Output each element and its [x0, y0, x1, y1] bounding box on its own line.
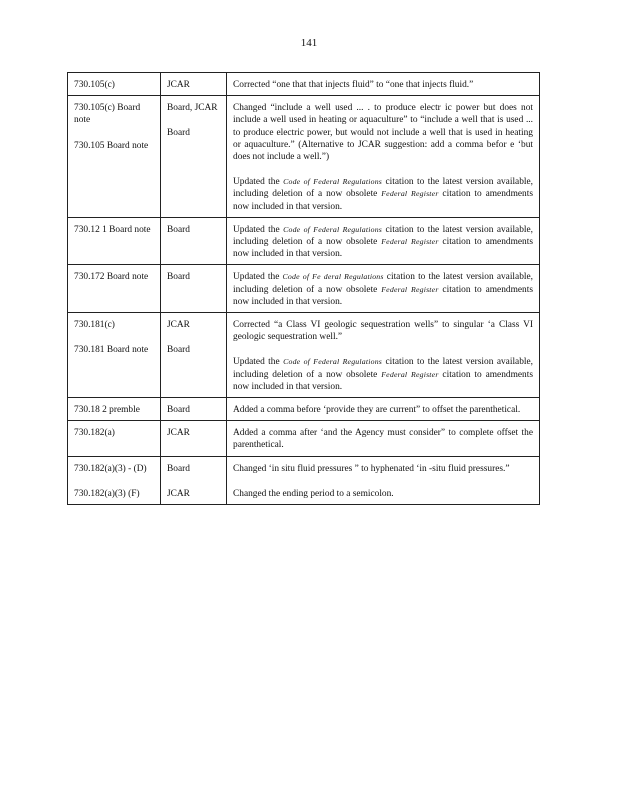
change-source: Board: [167, 463, 190, 474]
description-text: citation to the latest version available, including deletion of a now obsolete: [233, 357, 534, 380]
description-cell: [227, 313, 540, 398]
description-cell: [227, 398, 540, 421]
citation-title: Federal Register: [381, 369, 439, 379]
table-row: [68, 398, 540, 421]
change-source: Board: [167, 345, 190, 356]
citation-title: Federal Register: [381, 284, 439, 294]
description-text: citation to amendments now included in that version.: [233, 237, 533, 260]
change-description: [233, 102, 533, 163]
change-description: [233, 79, 533, 91]
description-text: citation to amendments now included in that version.: [233, 369, 533, 392]
change-description: [233, 488, 533, 500]
change-source: JCAR: [167, 80, 190, 90]
section-reference: 730.105(c): [74, 80, 115, 90]
change-description: [233, 427, 533, 451]
citation-title: Code of Fe deral Regulations: [282, 272, 384, 282]
source-cell: [161, 398, 227, 421]
section-cell: [68, 96, 161, 218]
source-cell: [161, 456, 227, 504]
source-cell: [161, 313, 227, 398]
change-description: [233, 271, 533, 308]
section-cell: [68, 456, 161, 504]
table-row: [68, 73, 540, 96]
section-cell: [68, 217, 161, 265]
description-text: Corrected “a Class VI geologic sequestration wells” to singular ‘a Class VI geologic sequestration well.”: [233, 320, 533, 343]
change-description: [233, 356, 533, 393]
citation-title: Code of Federal Regulations: [283, 224, 383, 234]
description-text: citation to the latest version available, including deletion of a now obsolete: [233, 224, 534, 248]
change-source: JCAR: [167, 428, 190, 439]
description-text: Corrected “one that that injects fluid” to “one that injects fluid.”: [233, 80, 474, 90]
section-reference: 730.172 Board note: [74, 272, 149, 283]
description-text: citation to amendments now included in that version.: [233, 284, 533, 307]
source-cell: [161, 421, 227, 456]
change-source: JCAR: [167, 320, 190, 331]
citation-title: Code of Federal Regulations: [283, 357, 383, 367]
description-text: Updated the: [233, 224, 284, 235]
table-row: [68, 265, 540, 313]
description-text: Added a comma before ‘provide they are current” to offset the parenthetical.: [233, 405, 521, 416]
description-text: Changed “include a well used ... . to produce electr ic power but does not include a well used in heating or aquaculture” to “include a well that is used ... to produce electric power, but would not include a well that is used in heating or aquaculture.” (Alternative to JCAR suggestion: add a comma befor e ‘but does not include a well.”): [233, 103, 533, 163]
table-row: [68, 217, 540, 265]
section-cell: [68, 265, 161, 313]
description-cell: [227, 96, 540, 218]
description-text: Updated the: [233, 177, 284, 188]
description-text: citation to amendments now included in that version.: [233, 189, 533, 212]
table-body: [68, 73, 540, 505]
change-description: [233, 404, 533, 416]
change-source: JCAR: [167, 488, 190, 499]
section-reference: 730.181(c): [74, 320, 115, 331]
section-cell: [68, 313, 161, 398]
section-cell: [68, 421, 161, 456]
table-row: [68, 421, 540, 456]
description-cell: [227, 421, 540, 456]
source-cell: [161, 265, 227, 313]
change-description: [233, 463, 533, 475]
section-reference: 730.182(a): [74, 428, 115, 439]
change-source: Board, JCAR: [167, 103, 218, 114]
change-source: Board: [167, 224, 190, 235]
source-cell: [161, 217, 227, 265]
change-source: Board: [167, 405, 190, 416]
change-source: Board: [167, 128, 190, 139]
description-text: Added a comma after ‘and the Agency must consider” to complete offset the parenthetical.: [233, 428, 533, 451]
description-text: Updated the: [233, 357, 284, 368]
citation-title: Federal Register: [381, 237, 439, 247]
rulemaking-changes-table: [67, 72, 540, 505]
description-text: Changed the ending period to a semicolon.: [233, 488, 394, 499]
section-reference: 730.12 1 Board note: [74, 224, 151, 235]
change-source: Board: [167, 272, 190, 283]
citation-title: Code of Federal Regulations: [283, 177, 383, 187]
section-reference: 730.105(c) Board note: [74, 103, 141, 126]
section-reference: 730.105 Board note: [74, 140, 149, 151]
section-reference: 730.182(a)(3) - (D): [74, 463, 147, 474]
citation-title: Federal Register: [381, 189, 439, 199]
description-text: Changed ‘in situ fluid pressures ” to hyphenated ‘in -situ fluid pressures.”: [233, 463, 510, 474]
section-cell: [68, 398, 161, 421]
description-text: citation to the latest version available, including deletion of a now obsolete: [233, 177, 534, 200]
change-description: [233, 224, 533, 261]
table-row: [68, 96, 540, 218]
section-reference: 730.182(a)(3) (F): [74, 488, 140, 499]
description-text: citation to the latest version available, including deletion of a now obsolete: [233, 272, 533, 295]
table-row: [68, 313, 540, 398]
section-cell: [68, 73, 161, 96]
description-cell: [227, 73, 540, 96]
description-cell: [227, 265, 540, 313]
source-cell: [161, 73, 227, 96]
change-description: [233, 319, 533, 343]
page-number: 141: [300, 37, 318, 49]
source-cell: [161, 96, 227, 218]
description-cell: [227, 217, 540, 265]
table-row: [68, 456, 540, 504]
description-cell: [227, 456, 540, 504]
section-reference: 730.18 2 premble: [74, 405, 140, 416]
section-reference: 730.181 Board note: [74, 345, 149, 356]
description-text: Updated the: [233, 272, 283, 283]
change-description: [233, 176, 533, 213]
